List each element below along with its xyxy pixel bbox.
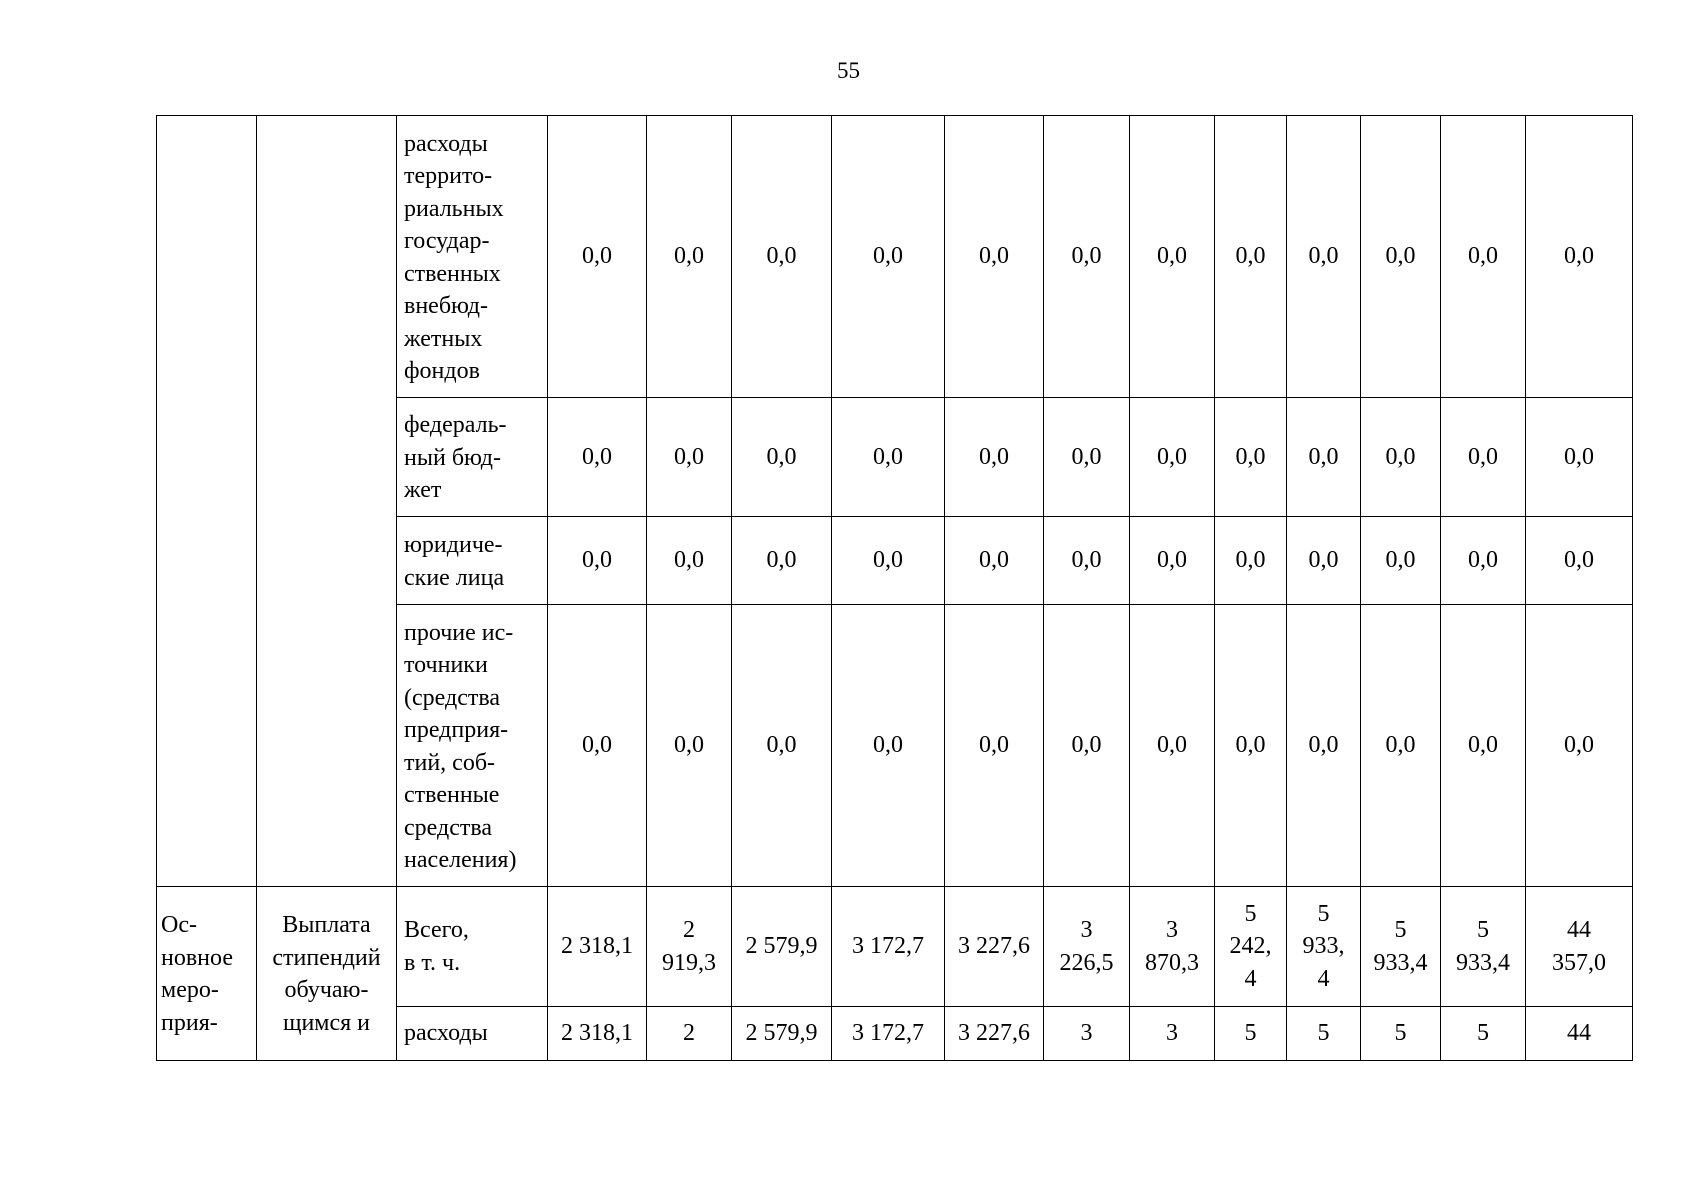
value-cell: 0,0: [945, 116, 1044, 398]
value-cell: 0,0: [1130, 517, 1215, 605]
value-cell: 0,0: [1287, 398, 1361, 517]
value-cell: 0,0: [732, 517, 832, 605]
value-cell: 0,0: [1287, 605, 1361, 887]
value-cell: 0,0: [1215, 398, 1287, 517]
value-cell: 0,0: [832, 605, 945, 887]
empty-description-cell: [257, 116, 397, 887]
value-cell: 0,0: [1441, 398, 1526, 517]
value-cell: 0,0: [1361, 398, 1441, 517]
value-cell: 3 172,7: [832, 887, 945, 1007]
row-label: расходы: [397, 1007, 548, 1061]
value-cell: 2 579,9: [732, 887, 832, 1007]
value-cell: 0,0: [1361, 605, 1441, 887]
value-cell: 0,0: [1287, 517, 1361, 605]
value-cell: 0,0: [647, 116, 732, 398]
value-cell: 0,0: [548, 517, 647, 605]
value-cell: 0,0: [1215, 116, 1287, 398]
value-cell: 2 318,1: [548, 887, 647, 1007]
value-cell: 0,0: [732, 116, 832, 398]
value-cell: 0,0: [1526, 605, 1633, 887]
value-cell: 5 933,4: [1441, 887, 1526, 1007]
value-cell: 0,0: [647, 517, 732, 605]
table-row: [157, 887, 1633, 1007]
page-number: 55: [837, 58, 860, 83]
row-label: прочие ис- точники (средства предприя- тий, соб- ственные средства населения): [397, 605, 548, 887]
value-cell: 0,0: [548, 398, 647, 517]
value-cell: 5: [1215, 1007, 1287, 1061]
value-cell: 2 579,9: [732, 1007, 832, 1061]
value-cell: 3 226,5: [1044, 887, 1130, 1007]
value-cell: 0,0: [1215, 605, 1287, 887]
value-cell: 3 227,6: [945, 887, 1044, 1007]
value-cell: 0,0: [832, 116, 945, 398]
measure-title: Ос- новное меро- прия-: [157, 887, 257, 1061]
value-cell: 0,0: [1044, 605, 1130, 887]
value-cell: 0,0: [647, 398, 732, 517]
value-cell: 2 919,3: [647, 887, 732, 1007]
value-cell: 5 933,4: [1361, 887, 1441, 1007]
value-cell: 44 357,0: [1526, 887, 1633, 1007]
value-cell: 0,0: [647, 605, 732, 887]
value-cell: 3: [1044, 1007, 1130, 1061]
budget-table: [156, 115, 1633, 1061]
value-cell: 0,0: [832, 517, 945, 605]
value-cell: 3: [1130, 1007, 1215, 1061]
value-cell: 0,0: [732, 605, 832, 887]
value-cell: 0,0: [548, 116, 647, 398]
value-cell: 0,0: [1044, 398, 1130, 517]
value-cell: 0,0: [548, 605, 647, 887]
value-cell: 0,0: [1441, 605, 1526, 887]
value-cell: 0,0: [1526, 116, 1633, 398]
value-cell: 5 933, 4: [1287, 887, 1361, 1007]
value-cell: 0,0: [945, 605, 1044, 887]
row-label: федераль- ный бюд- жет: [397, 398, 548, 517]
measure-description: Выплата стипендий обучаю- щимся и: [257, 887, 397, 1061]
value-cell: 0,0: [1044, 116, 1130, 398]
value-cell: 3 227,6: [945, 1007, 1044, 1061]
value-cell: 0,0: [1130, 398, 1215, 517]
value-cell: 0,0: [1215, 517, 1287, 605]
value-cell: 0,0: [945, 398, 1044, 517]
value-cell: 5: [1441, 1007, 1526, 1061]
value-cell: 0,0: [1441, 517, 1526, 605]
value-cell: 0,0: [832, 398, 945, 517]
value-cell: 0,0: [1287, 116, 1361, 398]
value-cell: 5: [1361, 1007, 1441, 1061]
value-cell: 0,0: [1361, 116, 1441, 398]
row-label: расходы террито- риальных государ- ственных внебюд- жетных фондов: [397, 116, 548, 398]
value-cell: 5: [1287, 1007, 1361, 1061]
table-row: [157, 116, 1633, 398]
value-cell: 3 870,3: [1130, 887, 1215, 1007]
value-cell: 0,0: [1130, 605, 1215, 887]
value-cell: 0,0: [1526, 517, 1633, 605]
value-cell: 44: [1526, 1007, 1633, 1061]
value-cell: 0,0: [1441, 116, 1526, 398]
value-cell: 0,0: [732, 398, 832, 517]
empty-category-cell: [157, 116, 257, 887]
value-cell: 0,0: [1044, 517, 1130, 605]
row-label: юридиче- ские лица: [397, 517, 548, 605]
value-cell: 2 318,1: [548, 1007, 647, 1061]
value-cell: 5 242, 4: [1215, 887, 1287, 1007]
value-cell: 0,0: [1526, 398, 1633, 517]
value-cell: 0,0: [945, 517, 1044, 605]
value-cell: 0,0: [1130, 116, 1215, 398]
row-label: Всего, в т. ч.: [397, 887, 548, 1007]
value-cell: 0,0: [1361, 517, 1441, 605]
value-cell: 3 172,7: [832, 1007, 945, 1061]
value-cell: 2: [647, 1007, 732, 1061]
